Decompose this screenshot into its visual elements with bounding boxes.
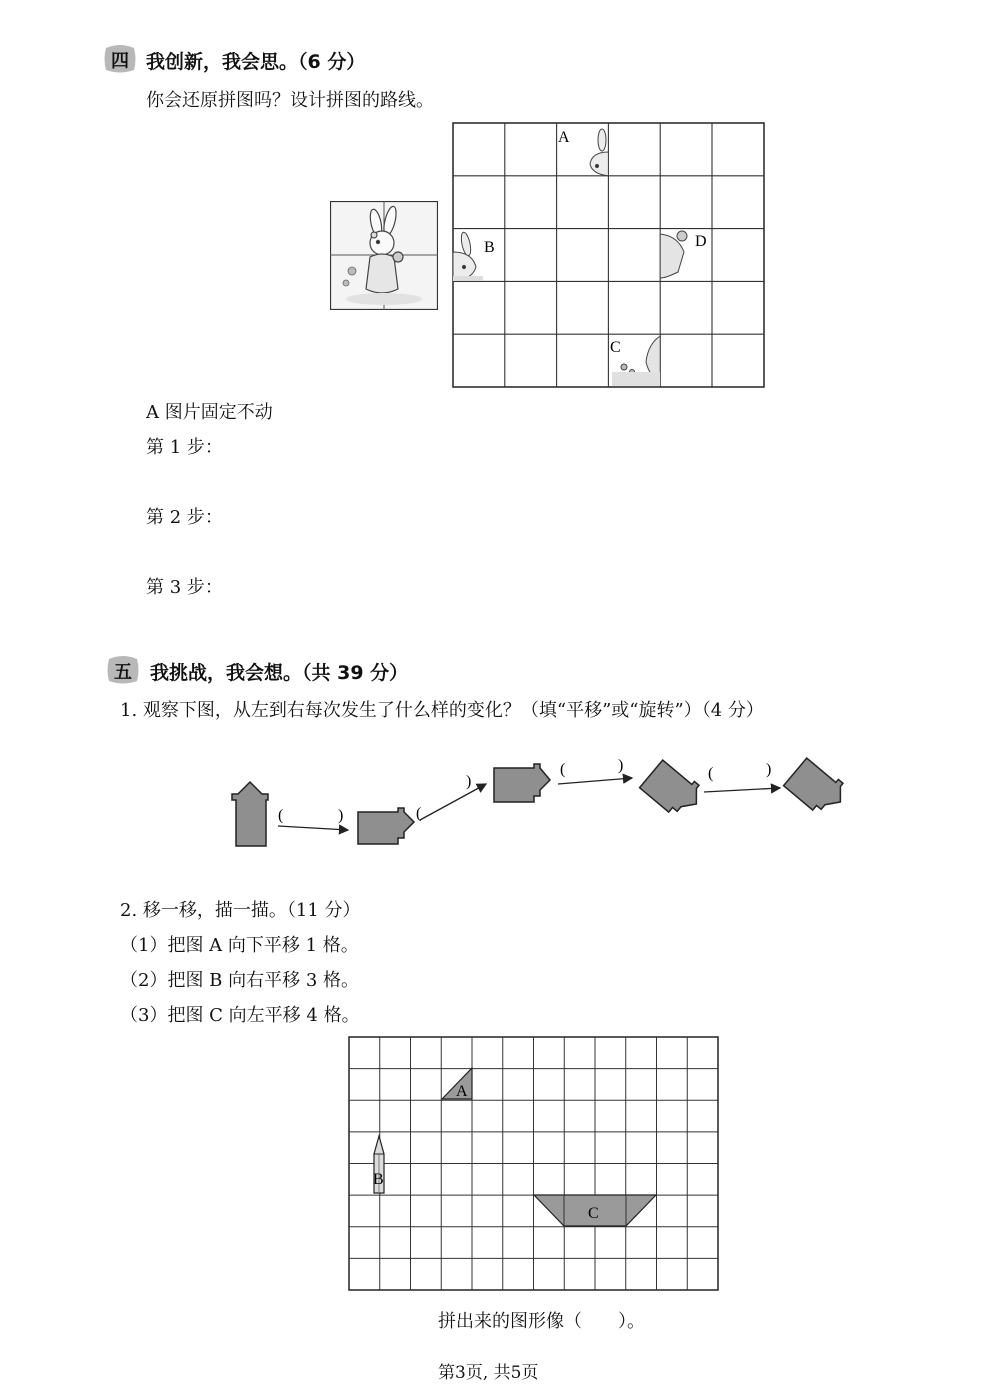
question-2-item-1: （1）把图 A 向下平移 1 格。 — [120, 935, 359, 956]
section-5-badge — [106, 655, 140, 685]
question-2-item-3: （3）把图 C 向左平移 4 格。 — [120, 1005, 360, 1026]
step-3-label: 第 3 步： — [146, 577, 223, 598]
result-prompt: 拼出来的图形像（ ）。 — [438, 1311, 645, 1332]
piece-b-label: B — [484, 239, 495, 256]
step-2-label: 第 2 步： — [146, 507, 223, 528]
assembled-bunny-puzzle — [330, 201, 438, 310]
arrow-3 — [558, 778, 632, 784]
step-1-label: 第 1 步： — [146, 437, 223, 458]
fixed-piece-note: A 图片固定不动 — [146, 402, 273, 423]
blank-1-close: ) — [338, 807, 344, 824]
blank-2-open: ( — [416, 805, 422, 822]
arrow-1 — [278, 826, 348, 830]
question-2-text: 2. 移一移，描一描。（11 分） — [120, 900, 361, 921]
shape-1 — [232, 782, 268, 846]
blank-3-open: ( — [560, 761, 566, 778]
shape-a-label: A — [456, 1083, 468, 1100]
piece-c-label: C — [610, 339, 621, 356]
page-footer: 第3页, 共5页 — [438, 1363, 539, 1383]
puzzle-grid — [452, 122, 765, 388]
section-5-number: 五 — [114, 662, 132, 683]
transformation-sequence — [220, 748, 860, 856]
piece-d-label: D — [695, 233, 707, 250]
shape-5 — [784, 755, 851, 820]
blank-4-close: ) — [766, 761, 772, 778]
shape-2 — [358, 808, 414, 844]
blank-3-close: ) — [618, 757, 624, 774]
section-4-badge — [103, 44, 137, 74]
arrow-2 — [420, 784, 486, 820]
question-2-item-2: （2）把图 B 向右平移 3 格。 — [120, 970, 360, 991]
section-5-title: 我挑战，我会想。（共 39 分） — [150, 662, 409, 684]
shape-3 — [494, 764, 550, 802]
blank-1-open: ( — [278, 807, 284, 824]
section-4-question: 你会还原拼图吗？设计拼图的路线。 — [146, 90, 434, 111]
blank-2-close: ) — [466, 773, 472, 790]
section-4-title: 我创新，我会思。（6 分） — [146, 51, 366, 73]
shape-c-label: C — [588, 1205, 599, 1222]
section-4-number: 四 — [111, 51, 129, 72]
translation-grid — [348, 1036, 720, 1292]
shape-b-label: B — [373, 1171, 384, 1188]
piece-a-label: A — [558, 129, 570, 146]
blank-4-open: ( — [708, 765, 714, 782]
question-1-text: 1. 观察下图，从左到右每次发生了什么样的变化？（填“平移”或“旋转”）（4 分） — [120, 700, 764, 721]
shape-4 — [640, 757, 707, 822]
arrow-4 — [704, 788, 780, 792]
